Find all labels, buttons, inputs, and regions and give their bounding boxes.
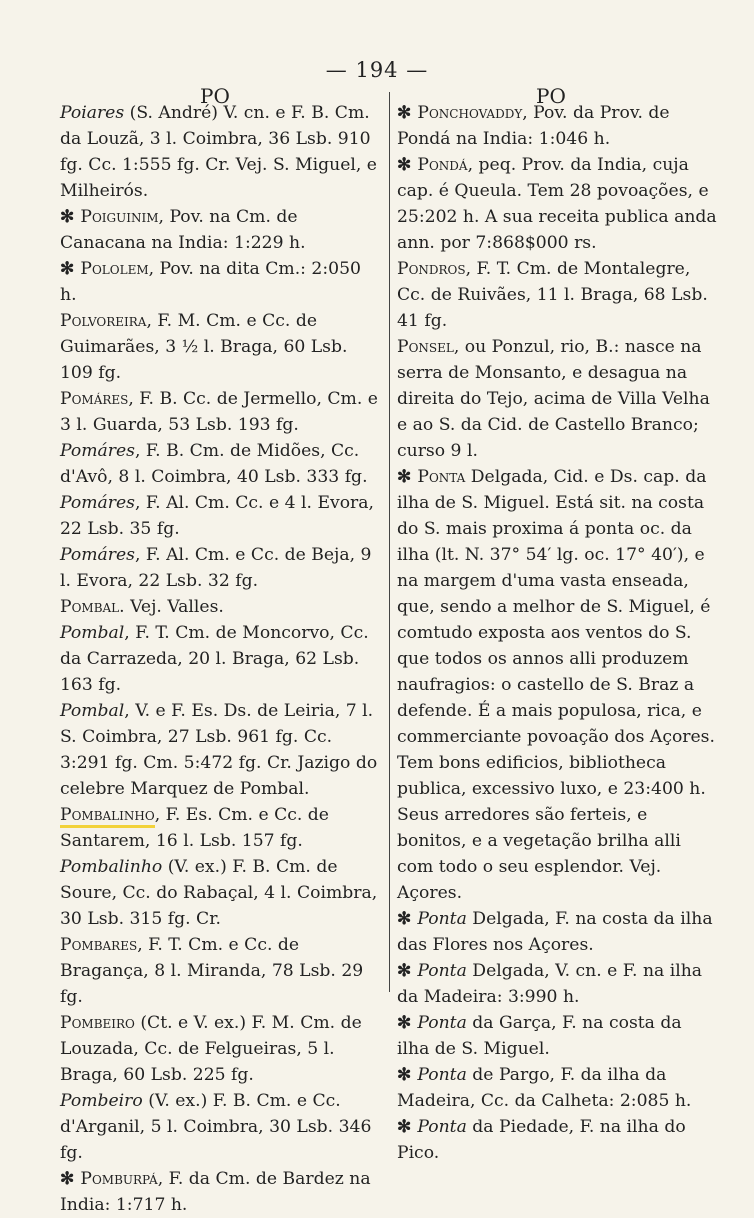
asterisk-marker: ✻	[397, 155, 418, 175]
entry-description: , F. T. Cm. e Cc. de Bragança, 8 l. Miranda, 78 Lsb. 29 fg.	[60, 935, 364, 1007]
gazetteer-entry	[60, 1166, 380, 1218]
gazetteer-entry	[397, 1114, 719, 1166]
entry-description: (V. ex.) F. B. Cm. de Soure, Cc. do Rabaçal, 4 l. Coimbra, 30 Lsb. 315 fg. Cr.	[60, 857, 378, 929]
entry-description: da Piedade, F. na ilha do Pico.	[397, 1117, 686, 1163]
entry-headword: Poiares	[60, 103, 125, 123]
entry-description: de Pargo, F. da ilha da Madeira, Cc. da Calheta: 2:085 h.	[397, 1065, 692, 1111]
entry-description: Delgada, F. na costa da ilha das Flores nos Açores.	[397, 909, 713, 955]
column-divider	[389, 92, 390, 992]
entry-headword: Pombalinho	[60, 805, 155, 828]
entry-headword: Pombeiro	[60, 1091, 143, 1111]
entry-description: , F. Al. Cm. Cc. e 4 l. Evora, 22 Lsb. 35 fg.	[60, 493, 374, 539]
entry-description: (Ct. e V. ex.) F. M. Cm. de Louzada, Cc. de Felgueiras, 5 l. Braga, 60 Lsb. 225 fg.	[60, 1013, 362, 1085]
asterisk-marker: ✻	[397, 1117, 418, 1137]
entry-description: , ou Ponzul, rio, B.: nasce na serra de Monsanto, e desagua na direita do Tejo, acima de Villa Velha e ao S. da Cid. de Castello Branco; curso 9 l.	[397, 337, 710, 461]
gazetteer-entry	[397, 100, 719, 152]
entry-headword: Pondros	[397, 259, 466, 279]
entry-description: , F. Es. Cm. e Cc. de Santarem, 16 l. Lsb. 157 fg.	[60, 805, 329, 851]
gazetteer-entry	[397, 1062, 719, 1114]
asterisk-marker: ✻	[60, 1169, 81, 1189]
entry-description: , Pov. na Cm. de Canacana na India: 1:229 h.	[60, 207, 306, 253]
gazetteer-entry	[60, 204, 380, 256]
entry-headword: Pombal	[60, 623, 125, 643]
asterisk-marker: ✻	[397, 1065, 418, 1085]
entry-headword: Poiguinim	[80, 207, 159, 227]
gazetteer-entry	[60, 542, 380, 594]
gazetteer-entry	[397, 464, 719, 906]
entry-headword: Pololem	[80, 259, 149, 279]
entry-headword: Polvoreira	[60, 311, 147, 331]
entry-description: , Pov. na dita Cm.: 2:050 h.	[60, 259, 361, 305]
asterisk-marker: ✻	[60, 259, 81, 279]
entry-description: da Garça, F. na costa da ilha de S. Miguel.	[397, 1013, 682, 1059]
entry-headword: Ponta	[417, 909, 467, 929]
entry-description: , F. T. Cm. de Moncorvo, Cc. da Carrazeda, 20 l. Braga, 62 Lsb. 163 fg.	[60, 623, 369, 695]
entry-headword: Pomáres	[60, 545, 135, 565]
entry-description: , F. da Cm. de Bardez na India: 1:717 h.	[60, 1169, 371, 1215]
gazetteer-entry	[397, 958, 719, 1010]
gazetteer-entry	[60, 594, 380, 620]
gazetteer-entry	[397, 334, 719, 464]
asterisk-marker: ✻	[397, 1013, 418, 1033]
right-running-head: PO	[536, 84, 566, 108]
gazetteer-entry	[60, 490, 380, 542]
entry-headword: Ponta	[417, 467, 466, 487]
entry-headword: Pombares	[60, 935, 138, 955]
asterisk-marker: ✻	[397, 909, 418, 929]
gazetteer-entry	[60, 854, 380, 932]
entry-headword: Pomáres	[60, 441, 135, 461]
entry-headword: Ponta	[417, 1013, 467, 1033]
entry-headword: Pondá	[417, 155, 468, 175]
entry-description: , F. B. Cc. de Jermello, Cm. e 3 l. Guarda, 53 Lsb. 193 fg.	[60, 389, 378, 435]
entry-description: (S. André) V. cn. e F. B. Cm. da Louzã, 3 l. Coimbra, 36 Lsb. 910 fg. Cc. 1:555 fg. Cr. Vej. S. Miguel, e Milheirós.	[60, 103, 377, 201]
entry-description: , Pov. da Prov. de Pondá na India: 1:046 h.	[397, 103, 670, 149]
entry-headword: Pomáres	[60, 493, 135, 513]
page-number: — 194 —	[325, 58, 429, 82]
entry-headword: Ponta	[417, 1065, 467, 1085]
gazetteer-entry	[60, 932, 380, 1010]
entry-headword: Pombeiro	[60, 1013, 135, 1033]
asterisk-marker: ✻	[397, 103, 418, 123]
entry-headword: Pombal	[60, 597, 120, 617]
gazetteer-entry	[60, 100, 380, 204]
entry-headword: Pomáres	[60, 389, 129, 409]
entry-description: (V. ex.) F. B. Cm. e Cc. d'Arganil, 5 l. Coimbra, 30 Lsb. 346 fg.	[60, 1091, 372, 1163]
gazetteer-entry	[60, 1088, 380, 1166]
gazetteer-entry	[397, 152, 719, 256]
entry-description: , F. M. Cm. e Cc. de Guimarães, 3 ½ l. Braga, 60 Lsb. 109 fg.	[60, 311, 348, 383]
gazetteer-entry	[60, 698, 380, 802]
gazetteer-entry	[60, 256, 380, 308]
asterisk-marker: ✻	[397, 961, 418, 981]
entry-description: Delgada, Cid. e Ds. cap. da ilha de S. Miguel. Está sit. na costa do S. mais proxima á ponta oc. da ilha (lt. N. 37° 54′ lg. oc. 17° 40′), e na margem d'uma vasta enseada, que, sendo a melhor de S. Miguel, é comtudo exposta aos ventos do S. que todos os annos alli produzem naufragios: o castello de S. Braz a defende. É a mais populosa, rica, e commerciante povoação dos Açores. Tem bons edificios, bibliotheca publica, excessivo luxo, e 23:400 h. Seus arredores são ferteis, e bonitos, e a vegetação brilha alli com todo o seu esplendor. Vej. Açores.	[397, 467, 715, 903]
entry-headword: Ponta	[417, 1117, 467, 1137]
gazetteer-entry	[60, 802, 380, 854]
entry-headword: Ponsel	[397, 337, 454, 357]
right-column	[397, 100, 719, 1166]
entry-headword: Ponchovaddy	[417, 103, 523, 123]
left-column	[60, 100, 380, 1218]
gazetteer-entry	[397, 256, 719, 334]
entry-headword: Pombal	[60, 701, 125, 721]
gazetteer-entry	[397, 1010, 719, 1062]
entry-description: , F. Al. Cm. e Cc. de Beja, 9 l. Evora, 22 Lsb. 32 fg.	[60, 545, 372, 591]
gazetteer-entry	[60, 386, 380, 438]
gazetteer-entry	[60, 438, 380, 490]
entry-description: . Vej. Valles.	[119, 597, 224, 617]
entry-headword: Ponta	[417, 961, 467, 981]
gazetteer-entry	[60, 620, 380, 698]
entry-description: , V. e F. Es. Ds. de Leiria, 7 l. S. Coimbra, 27 Lsb. 961 fg. Cc. 3:291 fg. Cm. 5:472 fg. Cr. Jazigo do celebre Marquez de Pombal.	[60, 701, 378, 799]
entry-headword: Pombalinho	[60, 857, 163, 877]
asterisk-marker: ✻	[397, 467, 418, 487]
left-running-head: PO	[200, 84, 230, 108]
gazetteer-entry	[397, 906, 719, 958]
entry-description: , F. B. Cm. de Midões, Cc. d'Avô, 8 l. Coimbra, 40 Lsb. 333 fg.	[60, 441, 368, 487]
gazetteer-entry	[60, 1010, 380, 1088]
entry-description: , F. T. Cm. de Montalegre, Cc. de Ruivães, 11 l. Braga, 68 Lsb. 41 fg.	[397, 259, 708, 331]
gazetteer-entry	[60, 308, 380, 386]
entry-description: , peq. Prov. da India, cuja cap. é Queula. Tem 28 povoações, e 25:202 h. A sua receita publica anda ann. por 7:868$000 rs.	[397, 155, 717, 253]
asterisk-marker: ✻	[60, 207, 81, 227]
entry-headword: Pomburpá	[80, 1169, 158, 1189]
entry-description: Delgada, V. cn. e F. na ilha da Madeira: 3:990 h.	[397, 961, 703, 1007]
